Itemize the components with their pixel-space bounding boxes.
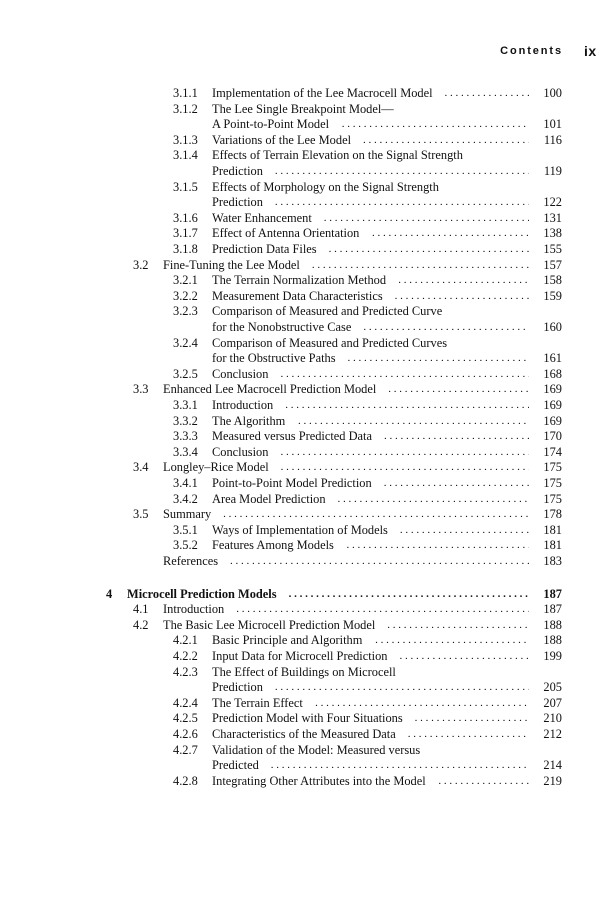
toc-leader-dots [372,225,529,241]
toc-entry-number: 4.2.3 [173,664,198,679]
toc-entry-number: 3.3 [133,382,149,397]
toc-entry-title: Introduction [163,602,225,617]
toc-subsection-entry [0,116,613,132]
toc-entry-page: 158 [543,273,562,288]
toc-entry-number: 3.4 [133,460,149,475]
toc-entry-title: Effects of Terrain Elevation on the Signal Strength [212,148,463,163]
toc-entry-title: Measured versus Predicted Data [212,429,372,444]
toc-leader-dots [230,553,529,569]
running-head-page-number: ix [584,43,597,59]
toc-entry-page: 157 [543,257,562,272]
toc-subsection-entry [0,632,613,648]
toc-subsection-entry [0,210,613,226]
toc-entry-number: 4.2.8 [173,773,198,788]
toc-entry-page: 169 [543,398,562,412]
toc-entry-number: 3.1.8 [173,242,198,256]
toc-entry-title: Comparison of Measured and Predicted Curves [212,335,448,350]
toc-entry-number: 3.3.2 [173,413,198,428]
toc-entry-page: 181 [543,538,562,553]
toc-entry-title: The Basic Lee Microcell Prediction Model [163,617,376,632]
toc-entry-number: 4.2.1 [173,633,198,648]
toc-subsection-entry [0,288,613,304]
toc-entry-number: 3.2.5 [173,366,198,381]
toc-entry-page: 214 [543,758,562,773]
toc-leader-dots [289,586,529,602]
toc-leader-dots [280,366,529,382]
toc-entry-page: 175 [543,491,562,506]
toc-leader-dots [338,491,529,507]
toc-subsection-entry [0,773,613,789]
toc-entry-title: Input Data for Microcell Prediction [212,649,388,663]
toc-entry-page: 155 [543,242,562,256]
toc-entry-title: A Point-to-Point Model [212,117,330,132]
toc-chapter-entry [0,586,613,602]
toc-subsection-entry [0,132,613,148]
toc-entry-page: 219 [543,773,562,788]
toc-entry-title: for the Nonobstructive Case [212,320,352,334]
toc-entry-page: 169 [543,413,562,428]
toc-leader-dots [395,288,529,304]
toc-subsection-entry [0,757,613,773]
toc-entry-title: Features Among Models [212,538,334,553]
toc-section-entry [0,257,613,273]
toc-entry-number: 3.4.2 [173,491,198,506]
toc-entry-page: 210 [543,711,562,726]
toc-entry-number: 3.5.2 [173,538,198,553]
toc-entry-page: 175 [543,476,562,490]
toc-leader-dots [298,413,529,429]
toc-entry-title: for the Obstructive Paths [212,351,336,366]
toc-entry-number: 3.1.1 [173,86,198,100]
toc-entry-page: 161 [543,351,562,366]
toc-entry-title: The Effect of Buildings on Microcell [212,664,396,679]
toc-subsection-entry [0,679,613,695]
toc-subsection-entry [0,428,613,444]
toc-subsection-entry [0,413,613,429]
toc-subsection-entry [0,163,613,179]
toc-subsection-entry [0,225,613,241]
toc-entry-number: 3.3.4 [173,444,198,459]
toc-leader-dots [387,617,529,633]
toc-entry-number: 3.1.4 [173,148,198,163]
toc-leader-dots [324,210,529,226]
toc-leader-dots [329,241,529,257]
toc-subsection-entry [0,335,613,351]
toc-entry-title: Longley–Rice Model [163,460,269,475]
toc-leader-dots [223,506,529,522]
toc-leader-dots [271,757,529,773]
toc-entry-number: 3.2.2 [173,288,198,303]
toc-entry-page: 138 [543,226,562,241]
toc-entry-page: 116 [543,132,562,147]
toc-leader-dots [312,257,529,273]
toc-entry-title: Fine-Tuning the Lee Model [163,257,300,272]
toc-leader-dots [363,132,529,148]
toc-entry-title: Predicted [212,758,259,773]
toc-entry-title: References [163,554,219,568]
toc-entry-title: Enhanced Lee Macrocell Prediction Model [163,382,377,397]
toc-entry-number: 4 [106,586,113,601]
toc-section-entry [0,617,613,633]
toc-entry-number: 3.2.3 [173,304,198,319]
toc-leader-dots [445,85,529,101]
toc-entry-title: Water Enhancement [212,210,312,225]
toc-entry-number: 3.3.1 [173,398,198,412]
toc-entry-number: 4.2.6 [173,727,198,741]
toc-subsection-entry [0,522,613,538]
toc-section-entry [0,601,613,617]
toc-entry-number: 4.2.4 [173,695,198,710]
toc-subsection-entry [0,366,613,382]
toc-subsection-entry [0,147,613,163]
toc-subsection-entry [0,710,613,726]
toc-entry-number: 3.2 [133,257,149,272]
toc-entry-title: Prediction [212,164,263,178]
toc-entry-page: 168 [543,366,562,381]
toc-entry-title: Prediction [212,680,263,695]
toc-leader-dots [398,272,529,288]
toc-leader-dots [315,695,529,711]
toc-subsection-entry [0,319,613,335]
toc-entry-page: 199 [543,649,562,663]
toc-subsection-entry [0,272,613,288]
toc-entry-title: Prediction Model with Four Situations [212,711,403,726]
toc-subsection-entry [0,664,613,680]
toc-leader-dots [438,773,529,789]
toc-leader-dots [400,522,529,538]
toc-leader-dots [280,444,529,460]
toc-entry-title: Measurement Data Characteristics [212,288,383,303]
toc-subsection-entry [0,648,613,664]
toc-leader-dots [384,428,529,444]
toc-entry-page: 178 [543,507,562,522]
toc-entry-title: The Terrain Effect [212,695,303,710]
toc-subsection-entry [0,726,613,742]
toc-entry-number: 3.1.2 [173,101,198,116]
toc-entry-page: 159 [543,288,562,303]
toc-leader-dots [275,679,529,695]
toc-entry-title: Characteristics of the Measured Data [212,727,396,741]
toc-entry-number: 3.5 [133,507,149,522]
toc-entry-page: 207 [543,695,562,710]
toc-leader-dots [281,459,529,475]
running-head-title: Contents [500,45,563,57]
toc-entry-title: Implementation of the Lee Macrocell Model [212,86,433,100]
toc-entry-title: Effect of Antenna Orientation [212,226,360,241]
toc-subsection-entry [0,537,613,553]
toc-subsection-entry [0,101,613,117]
toc-entry-page: 101 [543,117,562,132]
toc-leader-dots [236,601,529,617]
toc-entry-page: 119 [543,164,562,178]
toc-section-entry [0,459,613,475]
toc-entry-number: 3.1.5 [173,179,198,194]
toc-entry-number: 3.2.1 [173,273,198,288]
toc-entry-page: 212 [543,727,562,741]
toc-subsection-entry [0,350,613,366]
toc-leader-dots [342,116,529,132]
toc-entry-number: 3.1.6 [173,210,198,225]
toc-entry-page: 160 [543,320,562,334]
toc-entry-number: 3.1.7 [173,226,198,241]
toc-leader-dots [285,397,529,413]
toc-entry-number: 3.5.1 [173,522,198,537]
toc-leader-dots [388,381,529,397]
toc-entry-page: 122 [543,195,562,210]
toc-entry-page: 205 [543,680,562,695]
toc-entry-page: 170 [543,429,562,444]
toc-entry-title: Integrating Other Attributes into the Model [212,773,426,788]
toc-section-entry [0,506,613,522]
toc-entry-page: 100 [543,86,562,100]
toc-leader-dots [408,726,529,742]
toc-entry-number: 4.2.7 [173,742,198,757]
toc-leader-dots [348,350,529,366]
toc-entry-title: Comparison of Measured and Predicted Curve [212,304,443,319]
toc-entry-title: Summary [163,507,212,522]
toc-entry-title: Conclusion [212,444,269,459]
toc-leader-dots [363,319,529,335]
toc-subsection-entry [0,475,613,491]
toc-leader-dots [275,194,529,210]
toc-entry-title: Area Model Prediction [212,491,326,506]
toc-entry-page: 181 [543,522,562,537]
toc-section-entry [0,381,613,397]
toc-entry-page: 175 [543,460,562,475]
toc-leader-dots [384,475,529,491]
toc-subsection-entry [0,241,613,257]
toc-entry-page: 183 [543,554,562,568]
toc-subsection-entry [0,397,613,413]
toc-entry-title: Basic Principle and Algorithm [212,633,363,648]
toc-entry-number: 3.3.3 [173,429,198,444]
toc-subsection-entry [0,444,613,460]
toc-entry-number: 3.1.3 [173,132,198,147]
toc-entry-number: 3.4.1 [173,476,198,490]
toc-entry-page: 188 [543,617,562,632]
toc-entry-title: The Terrain Normalization Method [212,273,387,288]
toc-entry-title: Validation of the Model: Measured versus [212,742,421,757]
toc-leader-dots [415,710,529,726]
toc-entry-page: 174 [543,444,562,459]
toc-leader-dots [275,163,529,179]
toc-entry-title: The Algorithm [212,413,286,428]
toc-subsection-entry [0,742,613,758]
toc-entry-number: 4.2.2 [173,649,198,663]
toc-entry-title: Ways of Implementation of Models [212,522,388,537]
toc-entry-page: 187 [543,602,562,617]
toc-subsection-entry [0,85,613,101]
toc-entry-number: 4.2.5 [173,711,198,726]
toc-entry-number: 4.1 [133,602,149,617]
toc-subsection-entry [0,695,613,711]
toc-leader-dots [347,537,529,553]
toc-entry-title: Introduction [212,398,274,412]
toc-entry-title: Microcell Prediction Models [127,586,277,601]
toc-entry-title: Conclusion [212,366,269,381]
toc-section-entry [0,553,613,569]
toc-subsection-entry [0,303,613,319]
toc-entry-title: Effects of Morphology on the Signal Strength [212,179,439,194]
toc-entry-page: 169 [543,382,562,397]
toc-subsection-entry [0,194,613,210]
toc-entry-number: 3.2.4 [173,335,198,350]
toc-entry-page: 187 [543,586,562,601]
toc-leader-dots [375,632,529,648]
toc-entry-page: 188 [543,633,562,648]
toc-entry-page: 131 [543,210,562,225]
toc-entry-title: Prediction Data Files [212,242,317,256]
toc-leader-dots [399,648,529,664]
toc-entry-title: Variations of the Lee Model [212,132,352,147]
toc-entry-number: 4.2 [133,617,149,632]
toc-entry-title: Point-to-Point Model Prediction [212,476,372,490]
toc-entry-title: Prediction [212,195,263,210]
toc-entry-title: The Lee Single Breakpoint Model— [212,101,394,116]
toc-subsection-entry [0,491,613,507]
toc-subsection-entry [0,179,613,195]
